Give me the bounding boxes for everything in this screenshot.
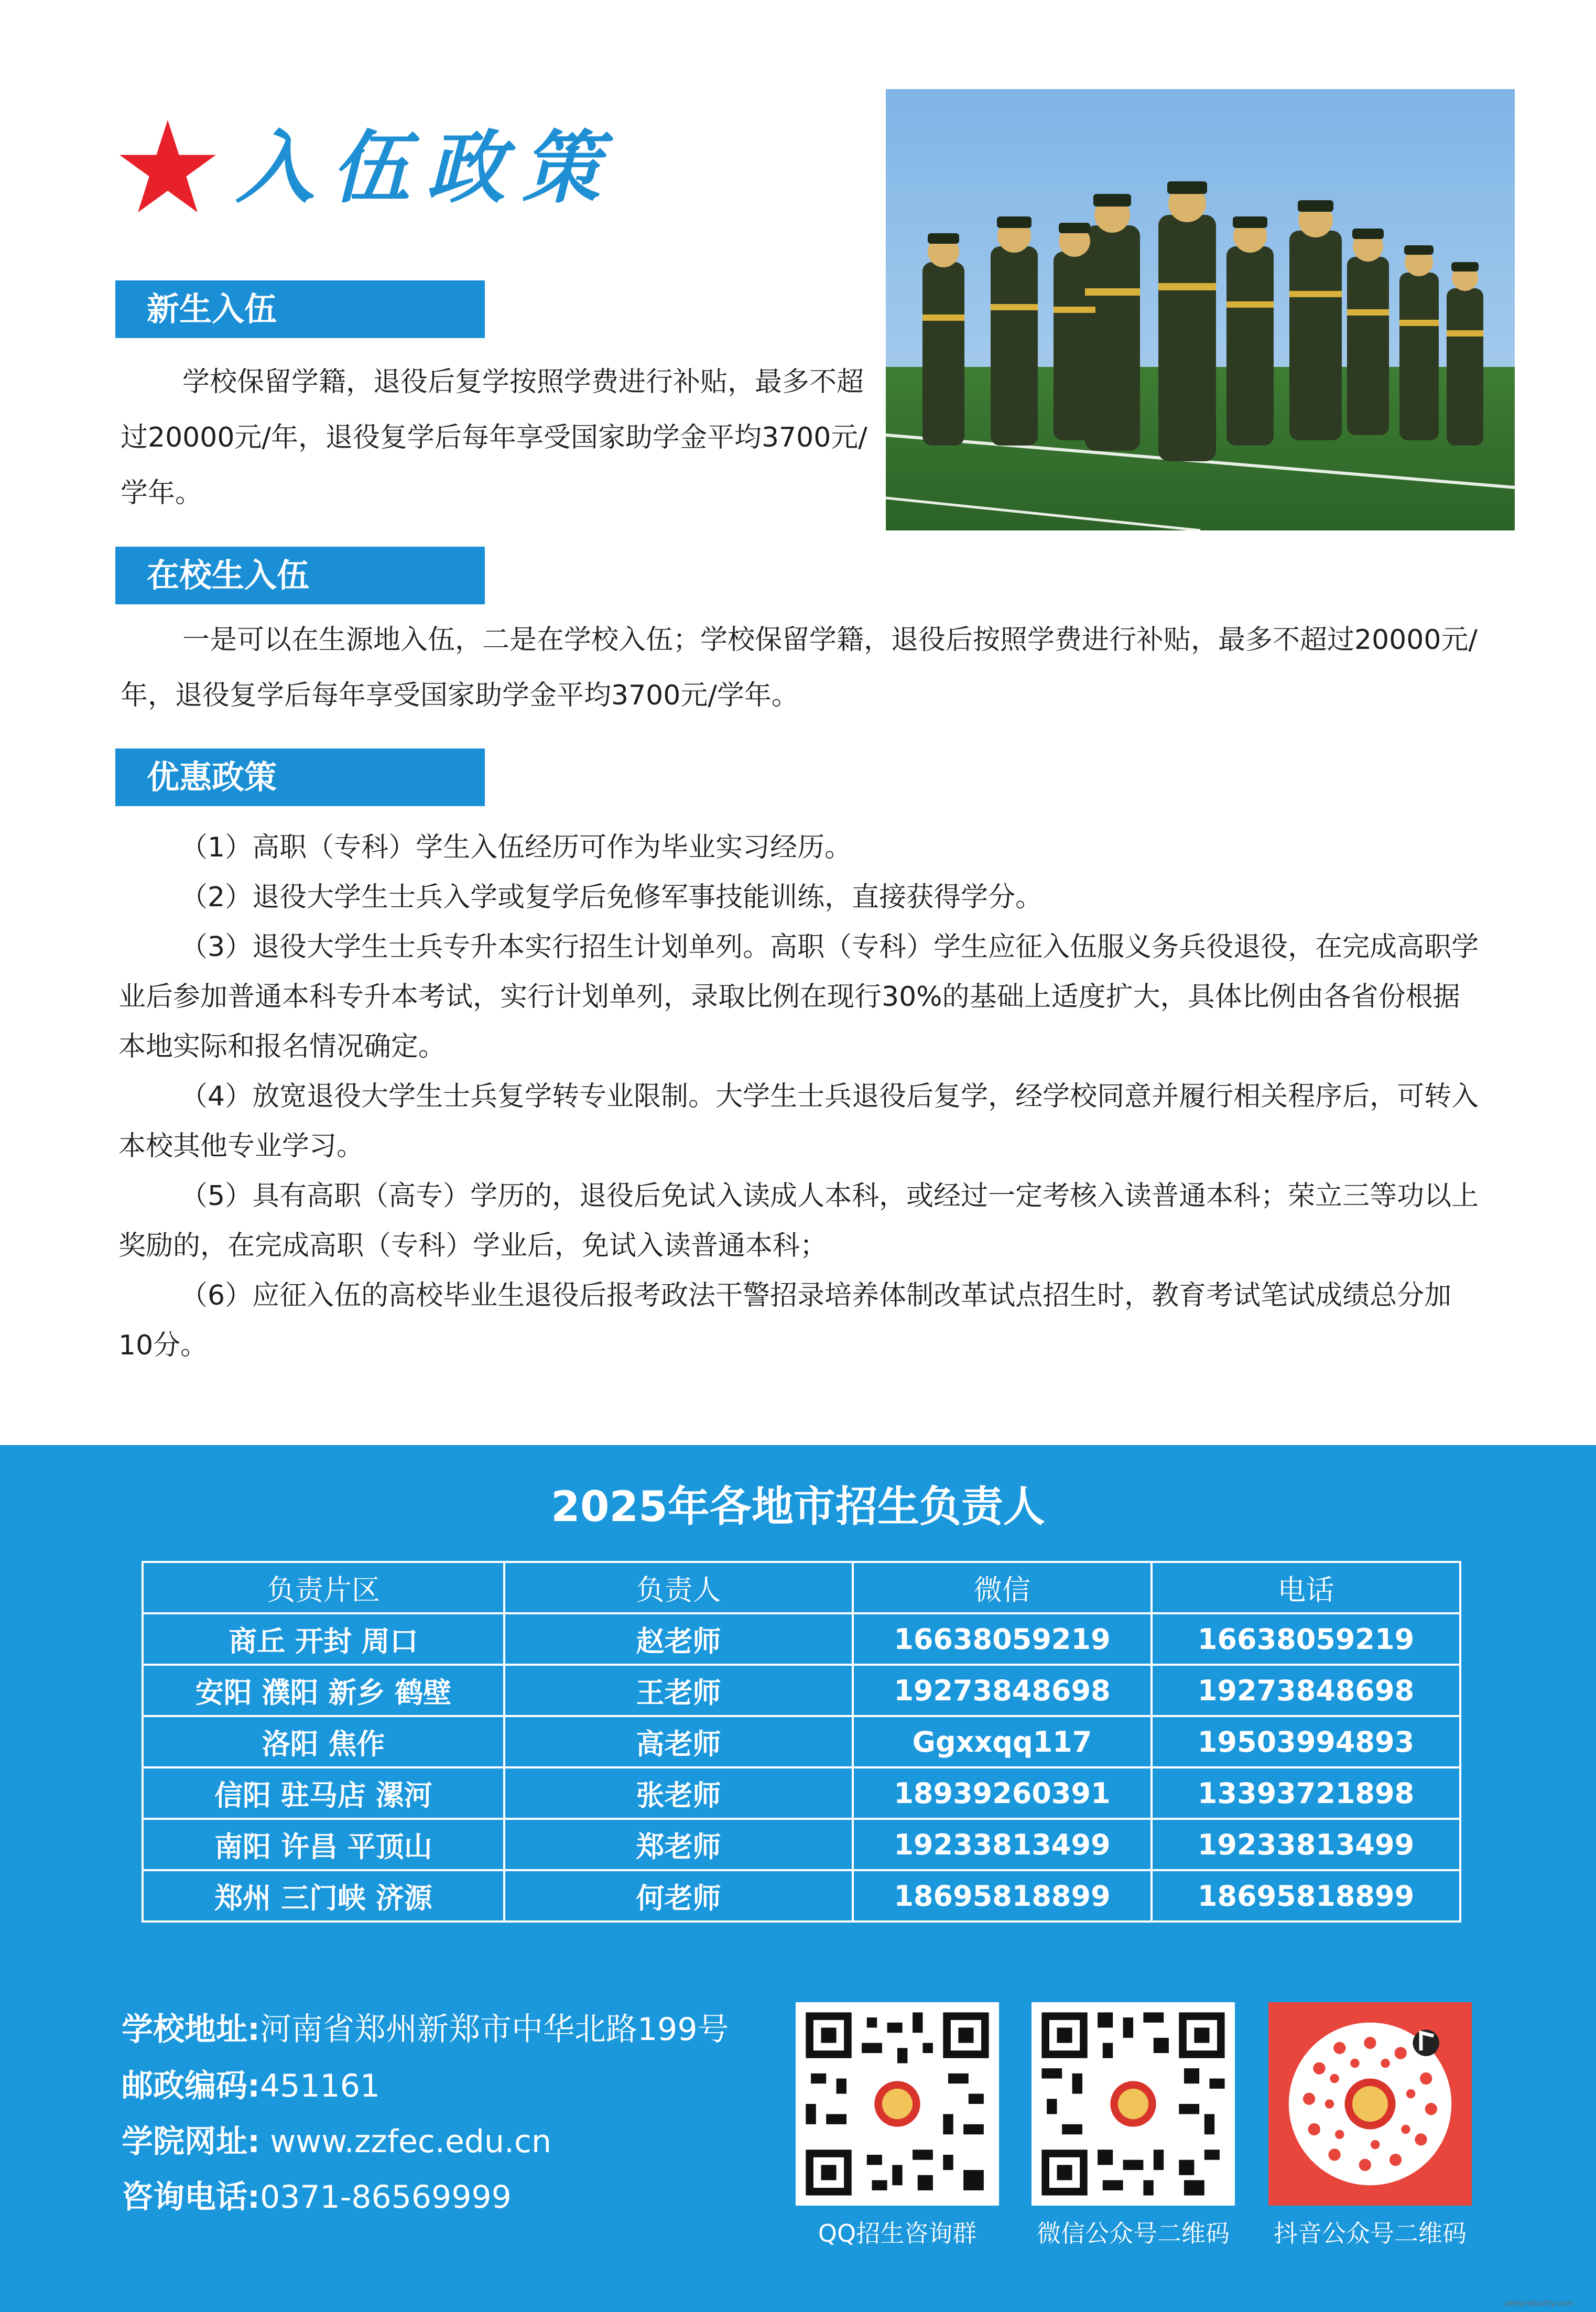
phone-label: 咨询电话: [122, 2179, 260, 2216]
phone-value: 0371-86569999 [260, 2179, 512, 2216]
address-line [122, 2003, 729, 2056]
section-heading-preferential-policy: 优惠政策 [115, 748, 485, 806]
region-cell: 南阳 许昌 平顶山 [143, 1819, 504, 1870]
column-header: 负责片区 [143, 1562, 504, 1613]
contact-person-cell: 郑老师 [504, 1819, 853, 1870]
qr-caption-douyin: 抖音公众号二维码 [1274, 2219, 1467, 2248]
column-header: 电话 [1152, 1562, 1460, 1613]
policy-item: （3）退役大学生士兵专升本实行招生计划单列。高职（专科）学生应征入伍服义务兵役退役，在完成高职学业后参加普通本科专升本考试，实行计划单列，录取比例在现行30%的基础上适度扩大，具体比例由各省份根据本地实际和报名情况确定。 [118, 931, 1479, 1062]
wechat-cell: Ggxxqq117 [853, 1716, 1152, 1767]
policy-item: （2）退役大学生士兵入学或复学后免修军事技能训练，直接获得学分。 [180, 882, 1043, 913]
contact-person-cell: 王老师 [504, 1665, 853, 1716]
wechat-official-account-qr-code[interactable] [1032, 2002, 1235, 2206]
wechat-cell: 16638059219 [853, 1613, 1152, 1665]
wechat-cell: 18695818899 [853, 1870, 1152, 1922]
phone-cell: 19273848698 [1152, 1665, 1460, 1716]
region-cell: 洛阳 焦作 [143, 1716, 504, 1767]
website-label: 学院网址: [122, 2123, 260, 2160]
table-header-row [143, 1562, 1460, 1613]
page-title: 入伍政策 [236, 122, 618, 214]
soldiers-photo [886, 89, 1515, 530]
qq-group-qr-code[interactable] [796, 2002, 999, 2206]
phone-cell: 18695818899 [1152, 1870, 1460, 1922]
wechat-cell: 19233813499 [853, 1819, 1152, 1870]
table-row [143, 1819, 1460, 1870]
red-star-icon [116, 118, 219, 215]
policy-item: （5）具有高职（高专）学历的，退役后免试入读成人本科，或经过一定考核入读普通本科；荣立三等功以上奖励的，在完成高职（专科）学业后，免试入读普通本科； [118, 1180, 1479, 1262]
policy-item: （6）应征入伍的高校毕业生退役后报考政法干警招录培养体制改革试点招生时，教育考试笔试成绩总分加10分。 [118, 1280, 1452, 1361]
region-cell: 安阳 濮阳 新乡 鹤壁 [143, 1665, 504, 1716]
address-label: 学校地址: [122, 2011, 260, 2048]
postcode-label: 邮政编码: [122, 2068, 260, 2104]
table-row [143, 1767, 1460, 1819]
phone-cell: 13393721898 [1152, 1767, 1460, 1819]
qr-caption-wechat: 微信公众号二维码 [1037, 2219, 1230, 2248]
section-body-new-student [121, 354, 881, 521]
phone-cell: 19233813499 [1152, 1819, 1460, 1870]
phone-line [122, 2171, 512, 2223]
website-link[interactable]: www.zzfec.edu.cn [260, 2123, 552, 2160]
phone-cell: 19503994893 [1152, 1716, 1460, 1767]
contact-person-cell: 张老师 [504, 1767, 853, 1819]
section-heading-new-student: 新生入伍 [115, 280, 485, 338]
paragraph: 学校保留学籍，退役后复学按照学费进行补贴，最多不超过20000元/年，退役复学后每年享受国家助学金平均3700元/学年。 [121, 366, 867, 509]
wechat-cell: 19273848698 [853, 1665, 1152, 1716]
contact-person-cell: 何老师 [504, 1870, 853, 1922]
douyin-qr-code[interactable] [1268, 2002, 1472, 2206]
phone-cell: 16638059219 [1152, 1613, 1460, 1665]
column-header: 负责人 [504, 1562, 853, 1613]
watermark-text: zedyindustry.com [1504, 2298, 1573, 2308]
section-body-preferential-policy [118, 823, 1481, 1371]
paragraph: 一是可以在生源地入伍，二是在学校入伍；学校保留学籍，退役后按照学费进行补贴，最多不超过20000元/年，退役复学后每年享受国家助学金平均3700元/学年。 [121, 624, 1478, 711]
column-header: 微信 [853, 1562, 1152, 1613]
table-row [143, 1665, 1460, 1716]
wechat-cell: 18939260391 [853, 1767, 1152, 1819]
contact-person-cell: 赵老师 [504, 1613, 853, 1665]
section-heading-current-student: 在校生入伍 [115, 547, 485, 604]
qr-caption-qq: QQ招生咨询群 [818, 2219, 977, 2248]
section-body-current-student [121, 612, 1504, 723]
region-cell: 商丘 开封 周口 [143, 1613, 504, 1665]
policy-item: （1）高职（专科）学生入伍经历可作为毕业实习经历。 [180, 832, 852, 863]
table-row [143, 1716, 1460, 1767]
table-row [143, 1870, 1460, 1922]
table-row [143, 1613, 1460, 1665]
region-cell: 郑州 三门峡 济源 [143, 1870, 504, 1922]
contacts-table [142, 1561, 1461, 1923]
postcode-value: 451161 [260, 2068, 381, 2104]
policy-item: （4）放宽退役大学生士兵复学转专业限制。大学生士兵退役后复学，经学校同意并履行相关程序后，可转入本校其他专业学习。 [118, 1081, 1479, 1162]
region-cell: 信阳 驻马店 漯河 [143, 1767, 504, 1819]
contacts-title: 2025年各地市招生负责人 [551, 1482, 1045, 1531]
postcode-line [122, 2060, 380, 2112]
address-value: 河南省郑州新郑市中华北路199号 [260, 2011, 729, 2048]
website-line [122, 2115, 551, 2168]
contact-person-cell: 高老师 [504, 1716, 853, 1767]
